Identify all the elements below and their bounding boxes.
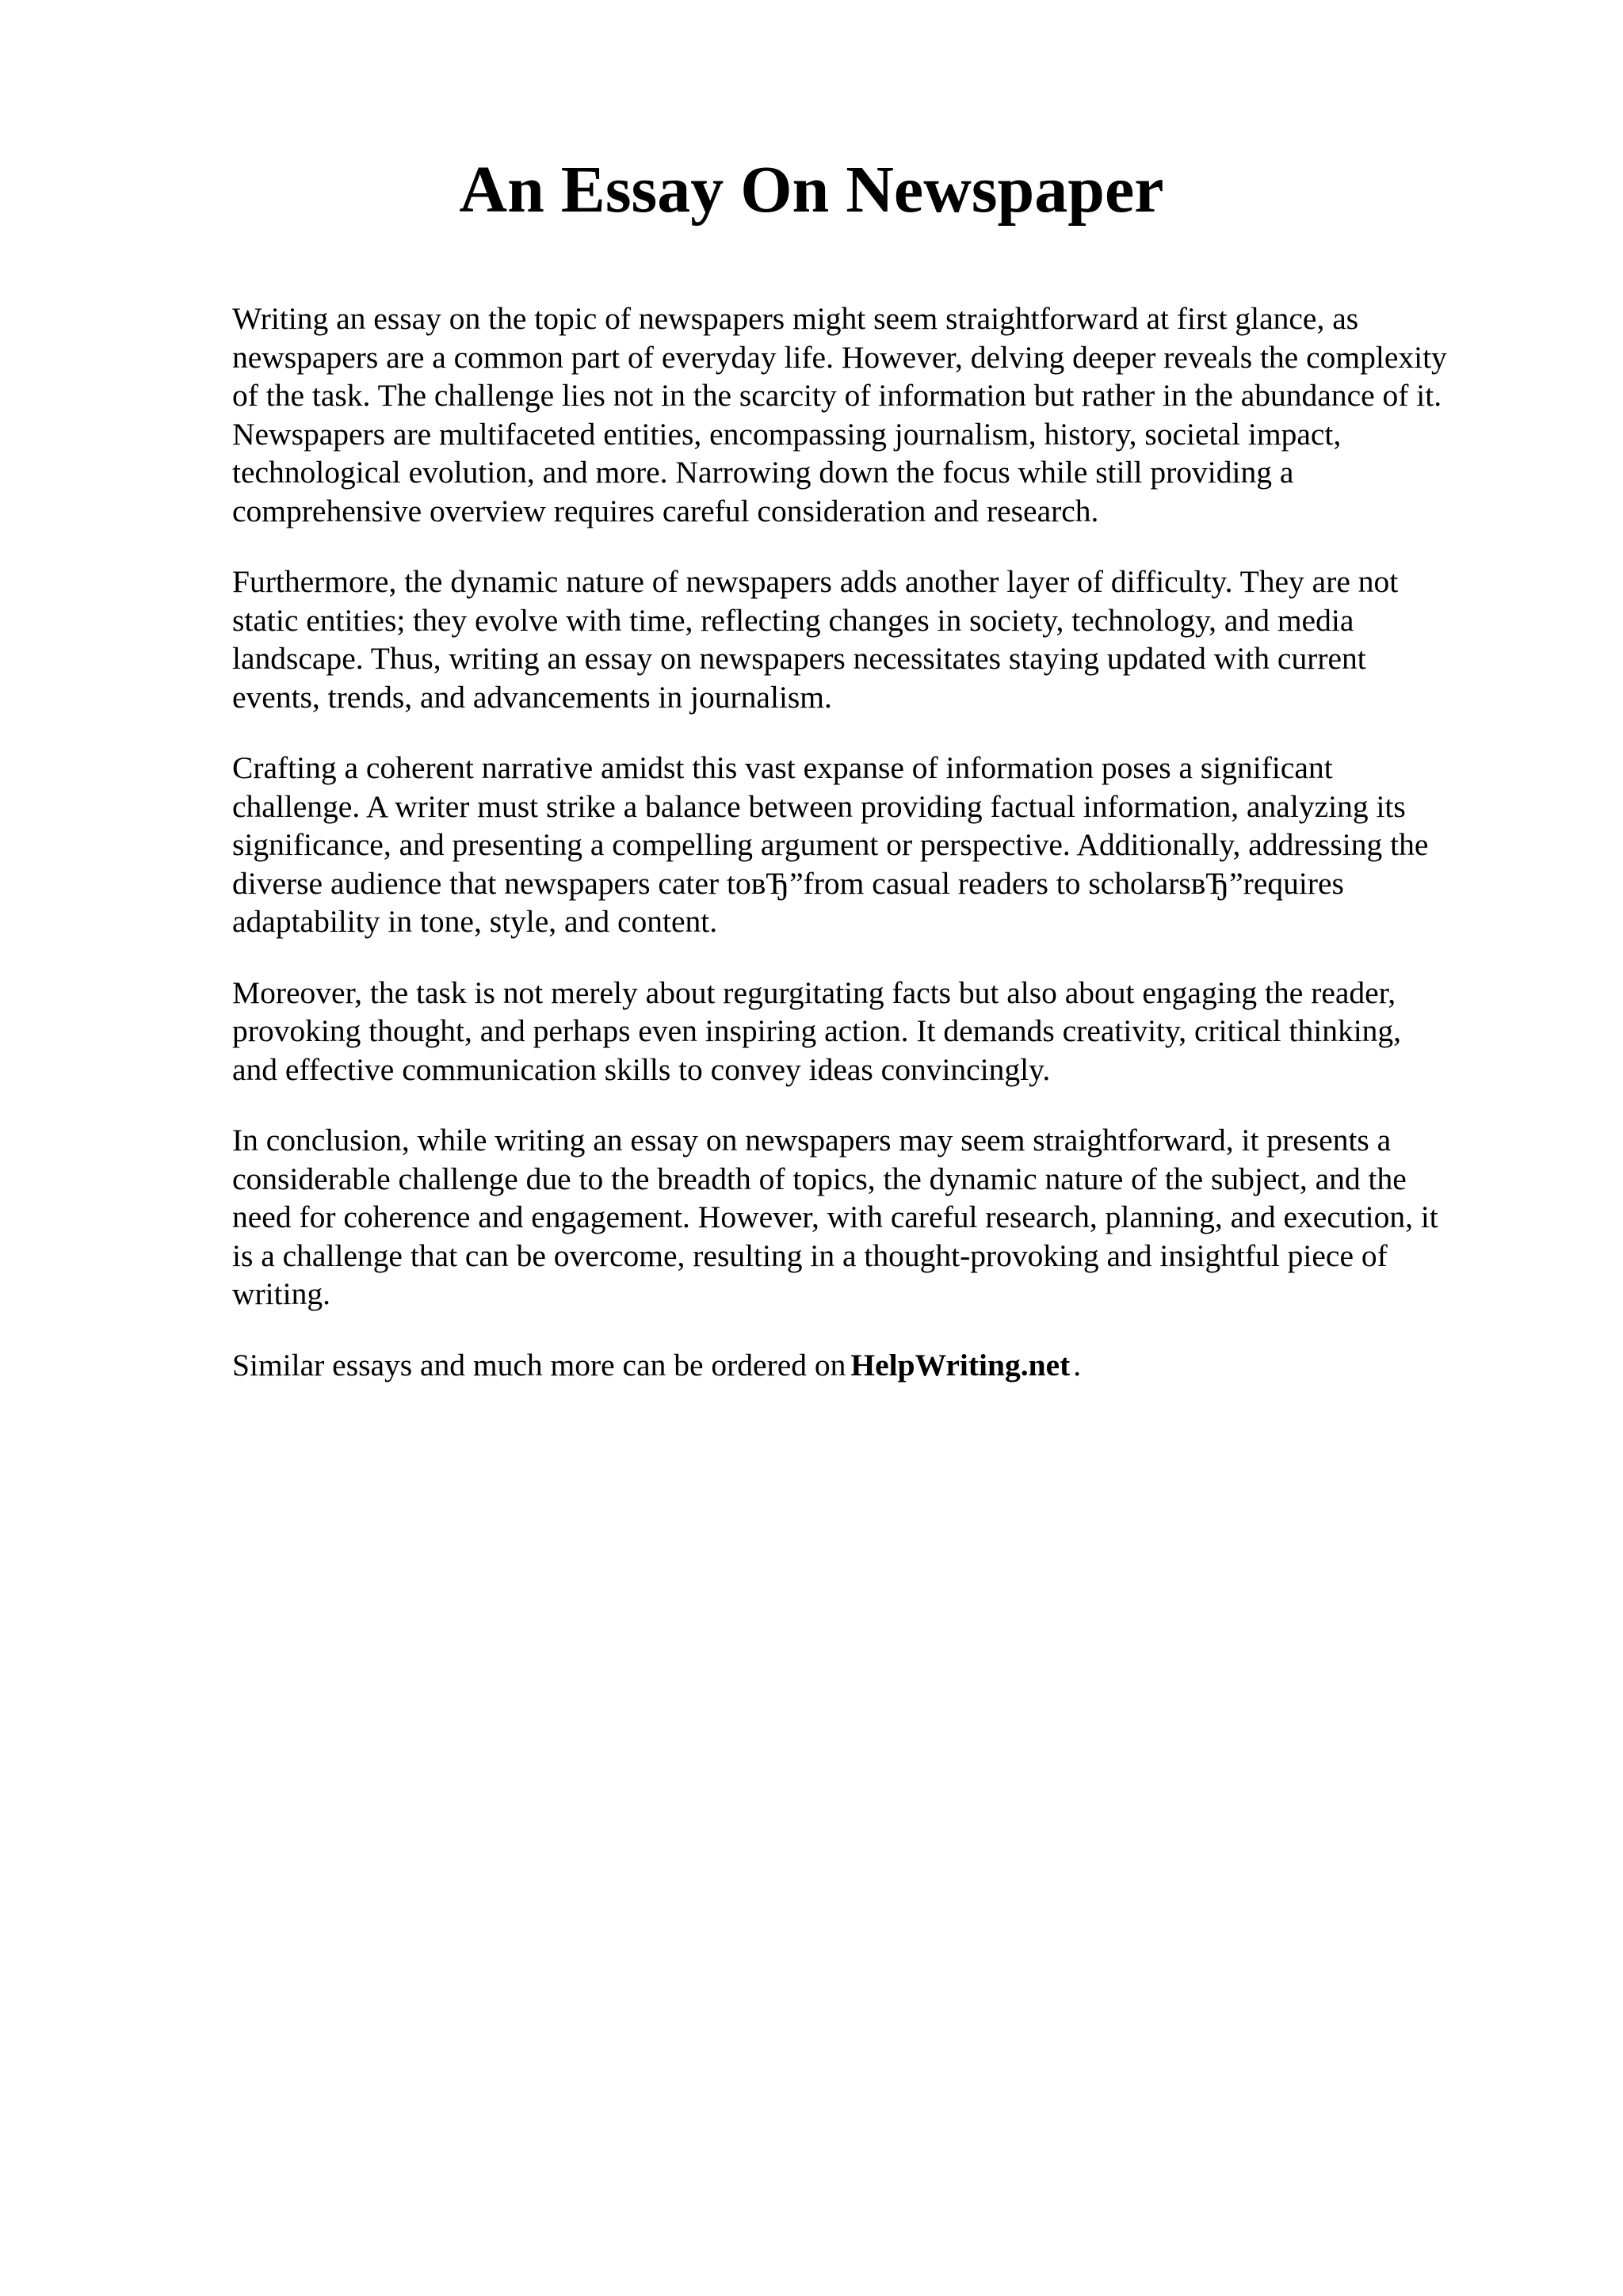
text-line: Writing an essay on the topic of newspapers might seem straightforward at first glance, as bbox=[232, 301, 1359, 336]
text-line: writing. bbox=[232, 1276, 330, 1311]
essay-body bbox=[232, 299, 1524, 1417]
text-line: need for coherence and engagement. However, with careful research, planning, and execution, it bbox=[232, 1199, 1438, 1234]
text-line: is a challenge that can be overcome, resulting in a thought-provoking and insightful piece of bbox=[232, 1238, 1388, 1273]
paragraph-5 bbox=[232, 1121, 1524, 1314]
text-line: diverse audience that newspapers cater toвЂ”from casual readers to scholarsвЂ”requires bbox=[232, 865, 1344, 901]
text-line: challenge. A writer must strike a balance between providing factual information, analyzing its bbox=[232, 788, 1406, 824]
paragraph-4 bbox=[232, 974, 1524, 1089]
text-line: adaptability in tone, style, and content. bbox=[232, 904, 718, 939]
text-line: technological evolution, and more. Narrowing down the focus while still providing a bbox=[232, 455, 1294, 490]
text-line: Furthermore, the dynamic nature of newspapers adds another layer of difficulty. They are not bbox=[232, 564, 1399, 599]
brand-link[interactable]: HelpWriting.net bbox=[850, 1347, 1071, 1383]
text-line: Crafting a coherent narrative amidst this vast expanse of information poses a significant bbox=[232, 750, 1333, 785]
text-line: considerable challenge due to the breadth of topics, the dynamic nature of the subject, and the bbox=[232, 1161, 1407, 1196]
text-line: static entities; they evolve with time, reflecting changes in society, technology, and media bbox=[232, 602, 1354, 638]
text-line: Moreover, the task is not merely about regurgitating facts but also about engaging the reader, bbox=[232, 974, 1396, 1010]
footer-text: Similar essays and much more can be ordered on bbox=[232, 1347, 846, 1383]
page-title: An Essay On Newspaper bbox=[459, 153, 1164, 227]
text-line: landscape. Thus, writing an essay on newspapers necessitates staying updated with current bbox=[232, 641, 1366, 676]
text-line: In conclusion, while writing an essay on newspapers may seem straightforward, it presents a bbox=[232, 1123, 1392, 1158]
text-line: significance, and presenting a compelling argument or perspective. Additionally, addressing the bbox=[232, 827, 1429, 862]
paragraph-2 bbox=[232, 563, 1524, 716]
footer-line bbox=[232, 1346, 1524, 1385]
paragraph-3 bbox=[232, 749, 1524, 941]
footer-period: . bbox=[1073, 1347, 1082, 1383]
text-line: and effective communication skills to convey ideas convincingly. bbox=[232, 1051, 1051, 1087]
text-line: of the task. The challenge lies not in the scarcity of information but rather in the abundance of it. bbox=[232, 378, 1442, 413]
text-line: provoking thought, and perhaps even inspiring action. It demands creativity, critical thinking, bbox=[232, 1013, 1402, 1048]
text-line: events, trends, and advancements in journalism. bbox=[232, 679, 832, 715]
paragraph-1 bbox=[232, 299, 1524, 530]
text-line: newspapers are a common part of everyday life. However, delving deeper reveals the complexity bbox=[232, 339, 1447, 375]
text-line: Newspapers are multifaceted entities, encompassing journalism, history, societal impact, bbox=[232, 416, 1342, 452]
text-line: comprehensive overview requires careful consideration and research. bbox=[232, 493, 1099, 528]
